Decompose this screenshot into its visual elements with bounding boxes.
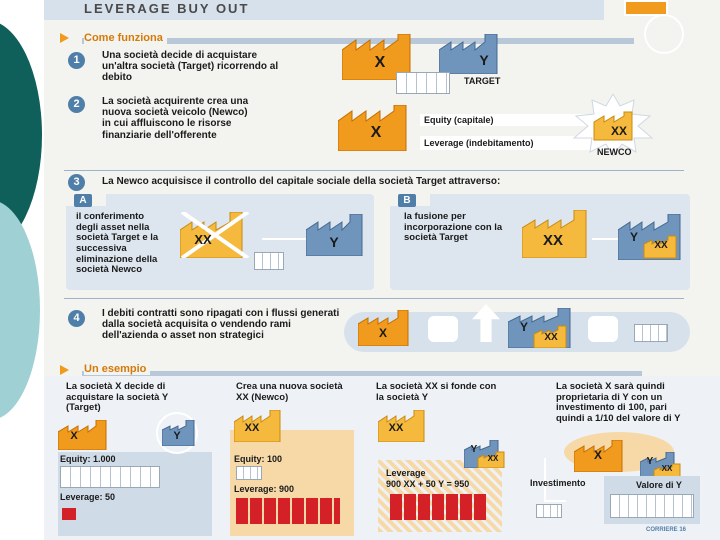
money-stack-icon <box>254 252 284 270</box>
option-b-letter: B <box>398 194 416 207</box>
leverage-label: Leverage (indebitamento) <box>424 138 534 148</box>
step-number: 1 <box>68 52 85 69</box>
factory-x-label: X <box>378 326 387 340</box>
factory-xx-label: XX <box>542 232 563 249</box>
factory-xx-label: XX <box>544 332 558 343</box>
target-crosshair-icon <box>644 14 684 54</box>
equity-100-label: Equity: 100 <box>234 454 283 464</box>
factory-x-label: X <box>70 430 78 442</box>
debt-block-icon <box>62 508 76 520</box>
money-stack-icon <box>236 466 262 480</box>
factory-xx-label: XX <box>194 232 212 247</box>
infographic <box>44 0 720 540</box>
option-a-arrow-icon <box>262 238 310 240</box>
newco-label: NEWCO <box>597 147 632 157</box>
step-3-rule <box>64 170 684 171</box>
credit-label: CORRIERE 16 <box>646 527 687 533</box>
leverage-title-label: Leverage <box>386 468 426 478</box>
step-number: 3 <box>68 174 85 191</box>
money-stack-icon <box>60 466 160 488</box>
step-4-text: I debiti contratti sono ripagati con i flussi generati dalla società acquisita o vendendo rami dell'azienda o asset non strategici <box>102 308 340 342</box>
step-4-rule <box>64 298 684 299</box>
factory-y-label: Y <box>519 320 528 334</box>
thumbs-icon <box>588 316 618 342</box>
factory-xx-label: XX <box>244 422 260 434</box>
equity-label: Equity (capitale) <box>424 115 494 125</box>
section-arrow-icon <box>60 365 69 375</box>
leverage-sum-label: 900 XX + 50 Y = 950 <box>386 479 470 489</box>
thumbs-icon <box>428 316 458 342</box>
step-number: 4 <box>68 310 85 327</box>
factory-y-label: Y <box>479 52 489 68</box>
leverage-50-label: Leverage: 50 <box>60 492 116 502</box>
slide-decoration <box>0 0 44 540</box>
factory-y-label: Y <box>470 444 478 455</box>
esempio-col-4-text: La società X sarà quindi proprietaria di Y con un investimento di 100, pari quindi a 1/10 del valore di Y <box>556 381 681 424</box>
factory-x-label: X <box>374 54 386 71</box>
money-stack-icon <box>396 72 450 94</box>
step-3-text: La Newco acquisisce il controllo del capitale sociale della società Target attraverso: <box>102 176 501 187</box>
factory-xx-label: XX <box>654 240 668 251</box>
factory-xx-label: XX <box>661 464 673 473</box>
debt-blocks-icon <box>390 494 486 520</box>
esempio-col-2-text: Crea una nuova società XX (Newco) <box>236 381 343 403</box>
esempio-col-1-text: La società X decide di acquistare la società Y (Target) <box>66 381 169 414</box>
debt-blocks-icon <box>236 498 340 524</box>
money-stack-icon <box>634 324 668 342</box>
factory-y-label: Y <box>329 234 339 250</box>
leverage-900-label: Leverage: 900 <box>234 484 295 494</box>
factory-xx-label: XX <box>487 454 499 463</box>
option-b-text: la fusione per incorporazione con la società Target <box>404 211 503 244</box>
factory-x-label: X <box>370 124 382 141</box>
valore-label: Valore di Y <box>636 480 682 490</box>
esempio-col-3-text: La società XX si fonde con la società Y <box>376 381 497 403</box>
section-arrow-icon <box>60 33 69 43</box>
factory-y-label: Y <box>629 230 638 244</box>
step-2-text: La società acquirente crea una nuova società veicolo (Newco) in cui affluiscono le risorse finanziarie dell'offerente <box>102 96 249 141</box>
page-title: LEVERAGE BUY OUT <box>84 1 250 16</box>
money-stack-icon <box>610 494 694 518</box>
factory-y-label: Y <box>173 430 181 442</box>
esempio-heading: Un esempio <box>84 363 150 375</box>
option-a-text: il conferimento degli asset nella società Target e la successiva eliminazione della società Newco <box>76 211 159 276</box>
step-1-text: Una società decide di acquistare un'altra società (Target) ricorrendo al debito <box>102 50 279 84</box>
step-number: 2 <box>68 96 85 113</box>
target-label: TARGET <box>464 76 501 86</box>
money-stack-icon <box>536 504 562 518</box>
factory-xx-label: XX <box>610 124 627 138</box>
investimento-label: Investimento <box>530 478 586 488</box>
factory-x-label: X <box>593 448 602 462</box>
equity-1000-label: Equity: 1.000 <box>60 454 116 464</box>
come-funziona-heading: Come funziona <box>84 32 167 44</box>
option-a-letter: A <box>74 194 92 207</box>
factory-xx-label: XX <box>388 422 404 434</box>
factory-y-label: Y <box>646 456 654 467</box>
light-arc <box>0 200 40 420</box>
